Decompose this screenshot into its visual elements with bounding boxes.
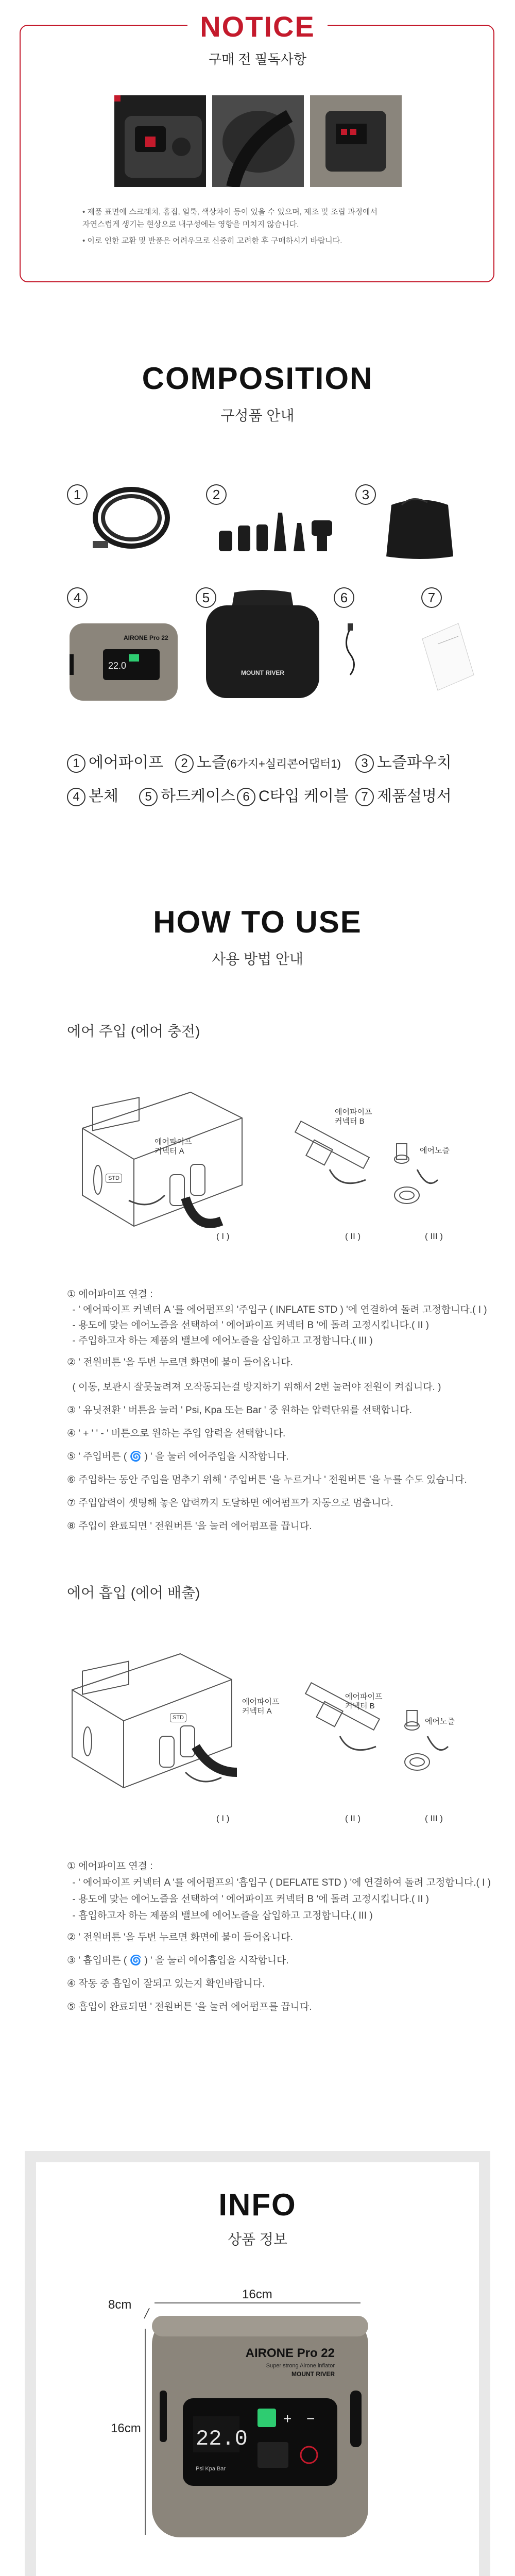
deflate-roman-1: ( I ) bbox=[216, 1814, 230, 1823]
manual-image bbox=[417, 618, 479, 696]
inflate-diagram bbox=[67, 1056, 469, 1262]
notice-subtitle: 구매 전 필독사항 bbox=[208, 52, 307, 67]
dim-height: 16cm bbox=[111, 2421, 141, 2435]
deflate-connector-a-label: 에어파이프 커넥터 A bbox=[242, 1698, 280, 1716]
inflate-roman-1: ( I ) bbox=[216, 1231, 230, 1241]
item-number-7: 7 bbox=[421, 587, 442, 608]
composition-subtitle: 구성품 안내 bbox=[220, 408, 295, 423]
nozzles-image bbox=[216, 510, 345, 562]
inflate-step: - 용도에 맞는 에어노즐을 선택하여 ' 에어파이프 커넥터 B '에 돌려 고정시킵니다.( II ) bbox=[67, 1320, 429, 1331]
product-display: 22.0 bbox=[196, 2427, 248, 2451]
notice-title: NOTICE bbox=[0, 0, 515, 54]
inflate-step: ⑤ ' 주입버튼 ( 🌀 ) ' 을 눌러 에어주입을 시작합니다. bbox=[67, 1451, 289, 1462]
dim-width: 16cm bbox=[242, 2287, 272, 2301]
deflate-port-label: STD bbox=[170, 1713, 186, 1722]
hard-case-image bbox=[203, 587, 322, 701]
item-number-4: 4 bbox=[67, 587, 88, 608]
notice-line: • 이로 인한 교환 및 반품은 어려우므로 신중히 고려한 후 구매하시기 바랍니다. bbox=[82, 236, 342, 245]
inflate-title: 에어 주입 (에어 충전) bbox=[67, 1023, 200, 1039]
info-title: INFO bbox=[218, 2188, 297, 2222]
deflate-step: - 용도에 맞는 에어노즐을 선택하여 ' 에어파이프 커넥터 B '에 돌려 고정시킵니다.( II ) bbox=[67, 1894, 429, 1905]
inflate-step: ③ ' 유닛전환 ' 버튼을 눌러 ' Psi, Kpa 또는 Bar ' 중 원하는 압력단위를 선택합니다. bbox=[67, 1405, 412, 1416]
info-subtitle: 상품 정보 bbox=[228, 2231, 287, 2247]
deflate-roman-2: ( II ) bbox=[345, 1814, 361, 1823]
deflate-step: ② ' 전원버튼 '을 두번 누르면 화면에 불이 들어옵니다. bbox=[67, 1932, 293, 1943]
composition-label-4: 4 본체 bbox=[67, 783, 118, 806]
product-brand: MOUNT RIVER bbox=[291, 2370, 335, 2378]
composition-label-5: 5 하드케이스 bbox=[139, 783, 235, 806]
howto-subtitle: 사용 방법 안내 bbox=[212, 951, 303, 967]
product-name: AIRONE Pro 22 bbox=[245, 2346, 335, 2360]
product-plus: + bbox=[283, 2411, 292, 2427]
howto-title: HOW TO USE bbox=[153, 905, 362, 939]
air-pipe-image bbox=[88, 479, 175, 556]
composition-label-2: 2 노즐(6가지+실리콘어댑터1) bbox=[175, 750, 341, 773]
composition-label-1: 1 에어파이프 bbox=[67, 750, 163, 773]
composition-label-3: 3 노즐파우치 bbox=[355, 750, 452, 773]
inflate-connector-b-label: 에어파이프 커넥터 B bbox=[335, 1108, 372, 1126]
inflate-step: ① 에어파이프 연결 : bbox=[67, 1289, 153, 1300]
inflate-step: - 주입하고자 하는 제품의 밸브에 에어노즐을 삽입하고 고정합니다.( III ) bbox=[67, 1335, 373, 1346]
notice-line: 자연스럽게 생기는 현상으로 내구성에는 영향을 미치지 않습니다. bbox=[82, 220, 299, 229]
info-product-image bbox=[129, 2287, 386, 2576]
dim-depth: 8cm bbox=[108, 2298, 132, 2312]
case-brand: MOUNT RIVER bbox=[241, 669, 284, 676]
product-tagline: Super strong Airone inflator bbox=[266, 2363, 335, 2369]
svg-text:22.0: 22.0 bbox=[108, 660, 127, 671]
deflate-diagram bbox=[67, 1618, 469, 1824]
inflate-step: ⑧ 주입이 완료되면 ' 전원버튼 '을 눌러 에어펌프를 끕니다. bbox=[67, 1521, 312, 1532]
deflate-step: ⑤ 흡입이 완료되면 ' 전원버튼 '을 눌러 에어펌프를 끕니다. bbox=[67, 2002, 312, 2012]
deflate-connector-b-label: 에어파이프 커넥터 B bbox=[345, 1692, 383, 1710]
notice-line: • 제품 표면에 스크래치, 흠집, 얼룩, 색상차이 등이 있을 수 있으며, 제조 및 조립 과정에서 bbox=[82, 208, 377, 216]
deflate-step: - ' 에어파이프 커넥터 A '를 에어펌프의 '흡입구 ( DEFLATE STD ) '에 연결하여 돌려 고정합니다.( I ) bbox=[67, 1877, 491, 1888]
deflate-roman-3: ( III ) bbox=[425, 1814, 443, 1823]
inflate-roman-3: ( III ) bbox=[425, 1231, 443, 1241]
product-minus: − bbox=[306, 2411, 315, 2427]
notice-photo-1 bbox=[114, 95, 206, 187]
product-units: Psi Kpa Bar bbox=[196, 2466, 226, 2472]
deflate-step: ③ ' 흡입버튼 ( 🌀 ) ' 을 눌러 에어흡입을 시작합니다. bbox=[67, 1955, 289, 1966]
inflate-step: - ' 에어파이프 커넥터 A '를 에어펌프의 '주입구 ( INFLATE STD ) '에 연결하여 돌려 고정합니다.( I ) bbox=[67, 1304, 487, 1315]
deflate-title: 에어 흡입 (에어 배출) bbox=[67, 1585, 200, 1601]
inflate-step: ② ' 전원버튼 '을 두번 누르면 화면에 불이 들어옵니다. bbox=[67, 1357, 293, 1368]
deflate-step: - 흡입하고자 하는 제품의 밸브에 에어노즐을 삽입하고 고정합니다.( III ) bbox=[67, 1910, 373, 1921]
item-number-1: 1 bbox=[67, 484, 88, 505]
inflate-port-label: STD bbox=[106, 1174, 122, 1183]
photo-marker bbox=[114, 95, 121, 101]
nozzle-pouch-image bbox=[381, 489, 458, 562]
inflate-step: ⑥ 주입하는 동안 주입을 멈추기 위해 ' 주입버튼 '을 누르거나 ' 전원버튼 '을 누를 수도 있습니다. bbox=[67, 1475, 467, 1485]
composition-label-7: 7 제품설명서 bbox=[355, 783, 452, 806]
deflate-nozzle-label: 에어노즐 bbox=[425, 1717, 455, 1726]
item-number-3: 3 bbox=[355, 484, 376, 505]
main-unit-image bbox=[67, 618, 180, 706]
item-number-2: 2 bbox=[206, 484, 227, 505]
composition-title: COMPOSITION bbox=[142, 361, 373, 396]
inflate-step: ( 이동, 보관시 잘못눌려져 오작동되는걸 방지하기 위해서 2번 눌러야 전원이 켜집니다. ) bbox=[67, 1382, 441, 1393]
notice-photo-3 bbox=[310, 95, 402, 187]
inflate-roman-2: ( II ) bbox=[345, 1231, 361, 1241]
inflate-nozzle-label: 에어노즐 bbox=[420, 1146, 450, 1155]
deflate-step: ① 에어파이프 연결 : bbox=[67, 1861, 153, 1872]
deflate-step: ④ 작동 중 흡입이 잘되고 있는지 확인바랍니다. bbox=[67, 1978, 265, 1989]
unit-model-label: AIRONE Pro 22 bbox=[124, 634, 168, 641]
composition-label-6: 6 C타입 케이블 bbox=[237, 783, 349, 806]
item-number-5: 5 bbox=[196, 587, 216, 608]
inflate-step: ④ ' + ' ' - ' 버튼으로 원하는 주입 압력을 선택합니다. bbox=[67, 1428, 286, 1439]
c-cable-image bbox=[340, 623, 360, 680]
inflate-step: ⑦ 주입압력이 셋팅해 놓은 압력까지 도달하면 에어펌프가 자동으로 멈춥니다. bbox=[67, 1498, 393, 1509]
inflate-connector-a-label: 에어파이프 커넥터 A bbox=[154, 1138, 192, 1156]
notice-photo-2 bbox=[212, 95, 304, 187]
item-number-6: 6 bbox=[334, 587, 354, 608]
